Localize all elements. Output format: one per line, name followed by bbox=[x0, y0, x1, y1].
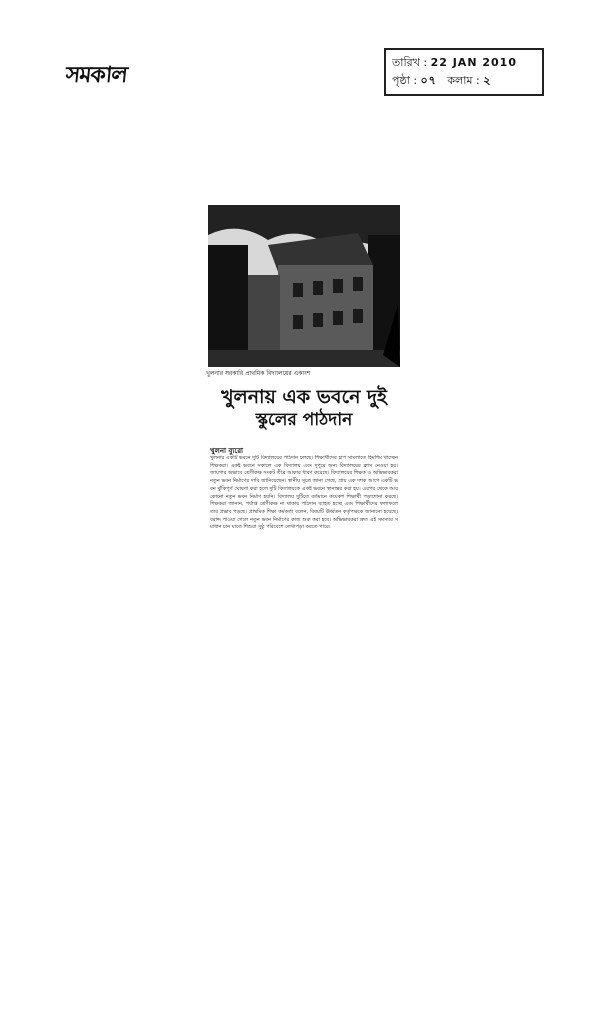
article-headline bbox=[206, 385, 402, 431]
stamp-column-label: কলাম bbox=[447, 74, 473, 87]
stamp-date-value: 22 JAN 2010 bbox=[430, 56, 517, 69]
archive-stamp bbox=[384, 48, 544, 96]
stamp-page-label: পৃষ্ঠা bbox=[392, 74, 410, 87]
stamp-page-row: পৃষ্ঠা : ০৭ কলাম : ২ bbox=[392, 74, 492, 87]
stamp-date-row: তারিখ : 22 JAN 2010 bbox=[392, 56, 517, 69]
school-building-image bbox=[208, 205, 400, 367]
stamp-column-value: ২ bbox=[483, 74, 492, 87]
photo-caption: খুলনার সরকারি প্রাথমিক বিদ্যালয়ের একাংশ bbox=[206, 370, 311, 377]
headline-line-2: স্কুলের পাঠদান bbox=[255, 410, 353, 430]
news-clipping bbox=[206, 205, 402, 760]
stamp-page-value: ০৭ bbox=[420, 74, 437, 87]
article-body: খুলনার একটি ভবনে দুটি বিদ্যালয়ের পাঠদান চলছে। শিক্ষার্থীদের চাপ সামলাতে হিমশিম খাচ্ছেন শিক্ষকরা। একই ভবনে সকালে এক বিদ্যালয় এবং দুপুরে অন্য বিদ্যালয়ের ক্লাস নেওয়া হয়। জায়গার অভাবে শ্রেণীকক্ষ সংকট তীব্র আকার ধারণ করেছে। বিদ্যালয়ের শিক্ষক ও অভিভাবকরা নতুন ভবন নির্মাণের দাবি জানিয়েছেন। স্থানীয় সূত্রে জানা গেছে, প্রায় এক দশক আগে একটি ভবন ঝুঁকিপূর্ণ ঘোষণা করা হলে দুটি বিদ্যালয়কে একই ভবনে স্থানান্তর করা হয়। এরপর থেকে আর কোনো নতুন ভবন নির্মাণ হয়নি। বিদ্যালয় দুটিতে বর্তমানে কয়েকশ শিক্ষার্থী পড়াশোনা করছে। শিক্ষকরা জানান, পর্যাপ্ত শ্রেণীকক্ষ না থাকায় পাঠদান ব্যাহত হচ্ছে এবং শিক্ষার্থীদের ফলাফলে তার প্রভাব পড়ছে। প্রাথমিক শিক্ষা কর্মকর্তা বলেন, বিষয়টি ঊর্ধ্বতন কর্তৃপক্ষকে জানানো হয়েছে। বরাদ্দ পাওয়া গেলে নতুন ভবন নির্মাণের কাজ শুরু করা হবে। অভিভাবকরা দ্রুত এই সমস্যার সমাধান চান যাতে শিশুরা সুষ্ঠু পরিবেশে লেখাপড়া করতে পারে। bbox=[210, 455, 398, 531]
headline-line-1: খুলনায় এক ভবনে দুই bbox=[221, 386, 387, 408]
article-byline: খুলনা ব্যুরো bbox=[210, 447, 244, 455]
newspaper-masthead: সমকাল bbox=[64, 62, 129, 88]
school-building-photo bbox=[208, 205, 400, 367]
stamp-date-label: তারিখ bbox=[392, 56, 420, 69]
